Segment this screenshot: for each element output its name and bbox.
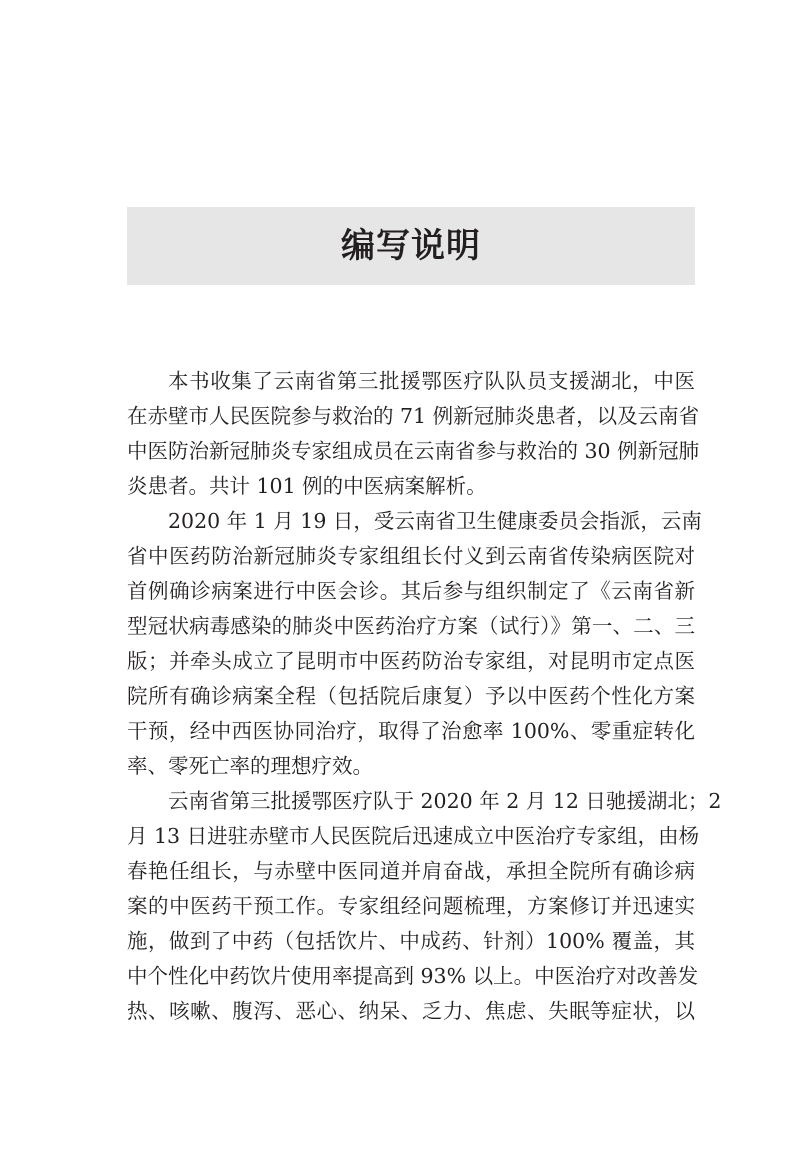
paragraph — [127, 784, 722, 1029]
text-line: 本书收集了云南省第三批援鄂医疗队队员支援湖北，中医 — [168, 369, 695, 393]
text-line: 热、咳嗽、腹泻、恶心、纳呆、乏力、焦虑、失眠等症状，以 — [127, 999, 695, 1023]
text-line: 中医防治新冠肺炎专家组成员在云南省参与救治的 30 例新冠肺 — [127, 439, 700, 463]
text-line: 在赤壁市人民医院参与救治的 71 例新冠肺炎患者，以及云南省 — [127, 404, 700, 428]
text-line: 院所有确诊病案全程（包括院后康复）予以中医药个性化方案 — [127, 684, 695, 708]
text-line: 型冠状病毒感染的肺炎中医药治疗方案（试行）》第一、二、三 — [127, 614, 695, 638]
text-line: 率、零死亡率的理想疗效。 — [127, 754, 373, 778]
text-line: 炎患者。共计 101 例的中医病案解析。 — [127, 474, 487, 498]
text-line: 春艳任组长，与赤壁中医同道并肩奋战，承担全院所有确诊病 — [127, 859, 695, 883]
text-line: 2020 年 1 月 19 日，受云南省卫生健康委员会指派，云南 — [168, 509, 702, 533]
text-line: 月 13 日进驻赤壁市人民医院后迅速成立中医治疗专家组，由杨 — [127, 824, 700, 848]
text-line: 云南省第三批援鄂医疗队于 2020 年 2 月 12 日驰援湖北；2 — [168, 789, 722, 813]
paragraph — [127, 364, 700, 504]
text-line: 首例确诊病案进行中医会诊。其后参与组织制定了《云南省新 — [127, 579, 695, 603]
paragraph — [127, 504, 702, 784]
text-line: 干预，经中西医协同治疗，取得了治愈率 100%、零重症转化 — [127, 719, 695, 743]
body-text — [127, 364, 722, 1029]
title-banner — [127, 207, 695, 285]
text-line: 省中医药防治新冠肺炎专家组组长付义到云南省传染病医院对 — [127, 544, 695, 568]
text-line: 施，做到了中药（包括饮片、中成药、针剂）100% 覆盖，其 — [127, 929, 695, 953]
page-title: 编写说明 — [341, 226, 481, 266]
text-line: 案的中医药干预工作。专家组经问题梳理，方案修订并迅速实 — [127, 894, 695, 918]
text-line: 中个性化中药饮片使用率提高到 93% 以上。中医治疗对改善发 — [127, 964, 699, 988]
text-line: 版；并牵头成立了昆明市中医药防治专家组，对昆明市定点医 — [127, 649, 695, 673]
